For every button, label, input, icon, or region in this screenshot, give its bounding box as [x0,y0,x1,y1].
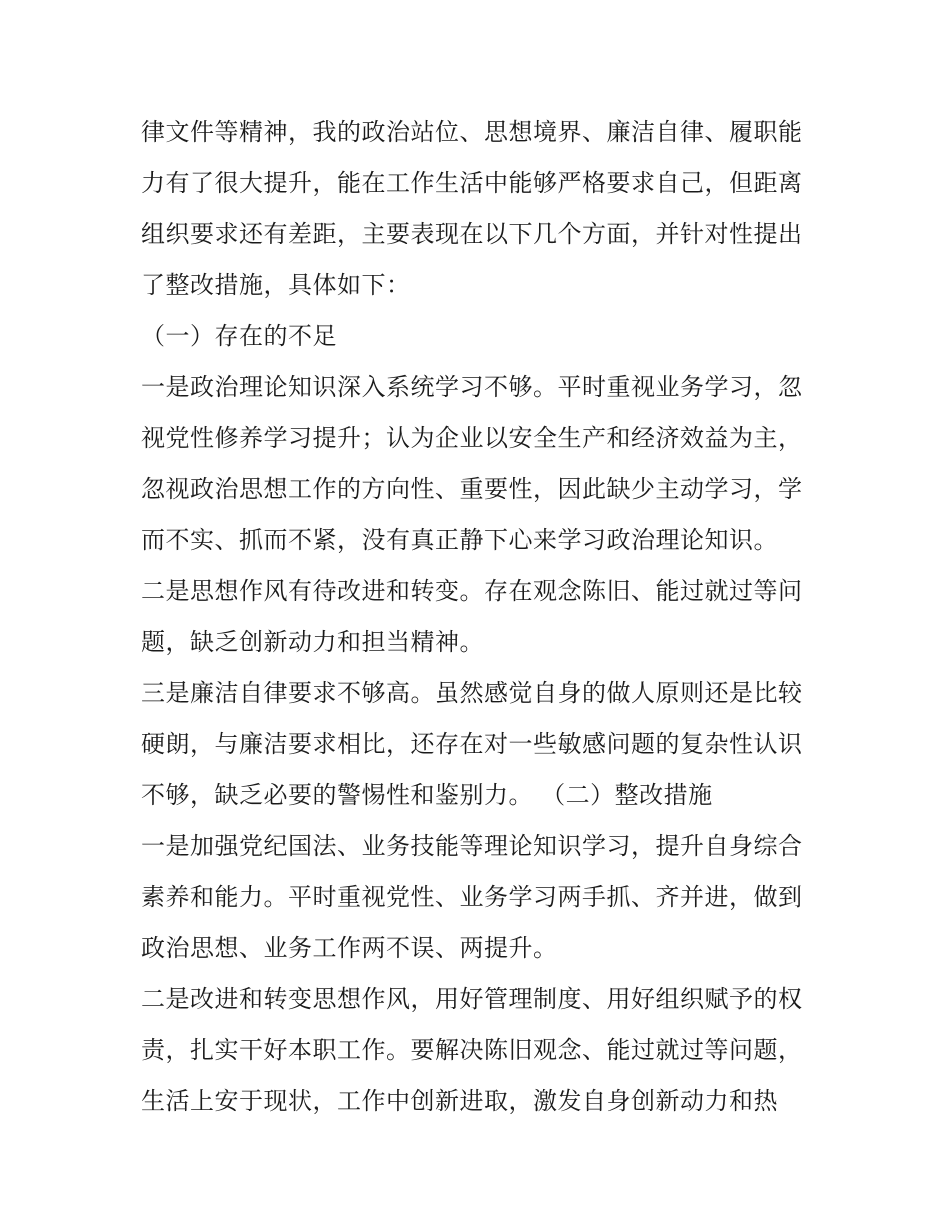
text-line: 忽视政治思想工作的方向性、重要性，因此缺少主动学习，学 [141,475,803,503]
text-line: 二是改进和转变思想作风，用好管理制度、用好组织赋予的权 [141,985,803,1013]
text-line: 三是廉洁自律要求不够高。虽然感觉自身的做人原则还是比较 [141,679,803,707]
text-line: 生活上安于现状，工作中创新进取，激发自身创新动力和热 [141,1087,778,1115]
text-line: 一是加强党纪国法、业务技能等理论知识学习，提升自身综合 [141,832,803,860]
text-line: 了整改措施，具体如下： [141,271,411,299]
text-line: 政治思想、业务工作两不误、两提升。 [141,934,558,962]
text-line: 组织要求还有差距，主要表现在以下几个方面，并针对性提出 [141,220,803,248]
text-line: 律文件等精神，我的政治站位、思想境界、廉洁自律、履职能 [141,118,803,146]
text-line: 硬朗，与廉洁要求相比，还存在对一些敏感问题的复杂性认识 [141,730,803,758]
text-line: 责，扎实干好本职工作。要解决陈旧观念、能过就过等问题， [141,1036,803,1064]
text-line: 而不实、抓而不紧，没有真正静下心来学习政治理论知识。 [141,526,778,554]
text-line: 视党性修养学习提升；认为企业以安全生产和经济效益为主， [141,424,803,452]
text-line: 题，缺乏创新动力和担当精神。 [141,628,484,656]
section-heading-shortcomings: （一）存在的不足 [141,322,337,350]
text-line: 二是思想作风有待改进和转变。存在观念陈旧、能过就过等问 [141,577,803,605]
text-line: 不够，缺乏必要的警惕性和鉴别力。 （二）整改措施 [141,781,713,809]
text-line: 一是政治理论知识深入系统学习不够。平时重视业务学习，忽 [141,373,803,401]
document-body [141,107,821,1127]
text-line: 素养和能力。平时重视党性、业务学习两手抓、齐并进，做到 [141,883,803,911]
text-line: 力有了很大提升，能在工作生活中能够严格要求自己，但距离 [141,169,803,197]
